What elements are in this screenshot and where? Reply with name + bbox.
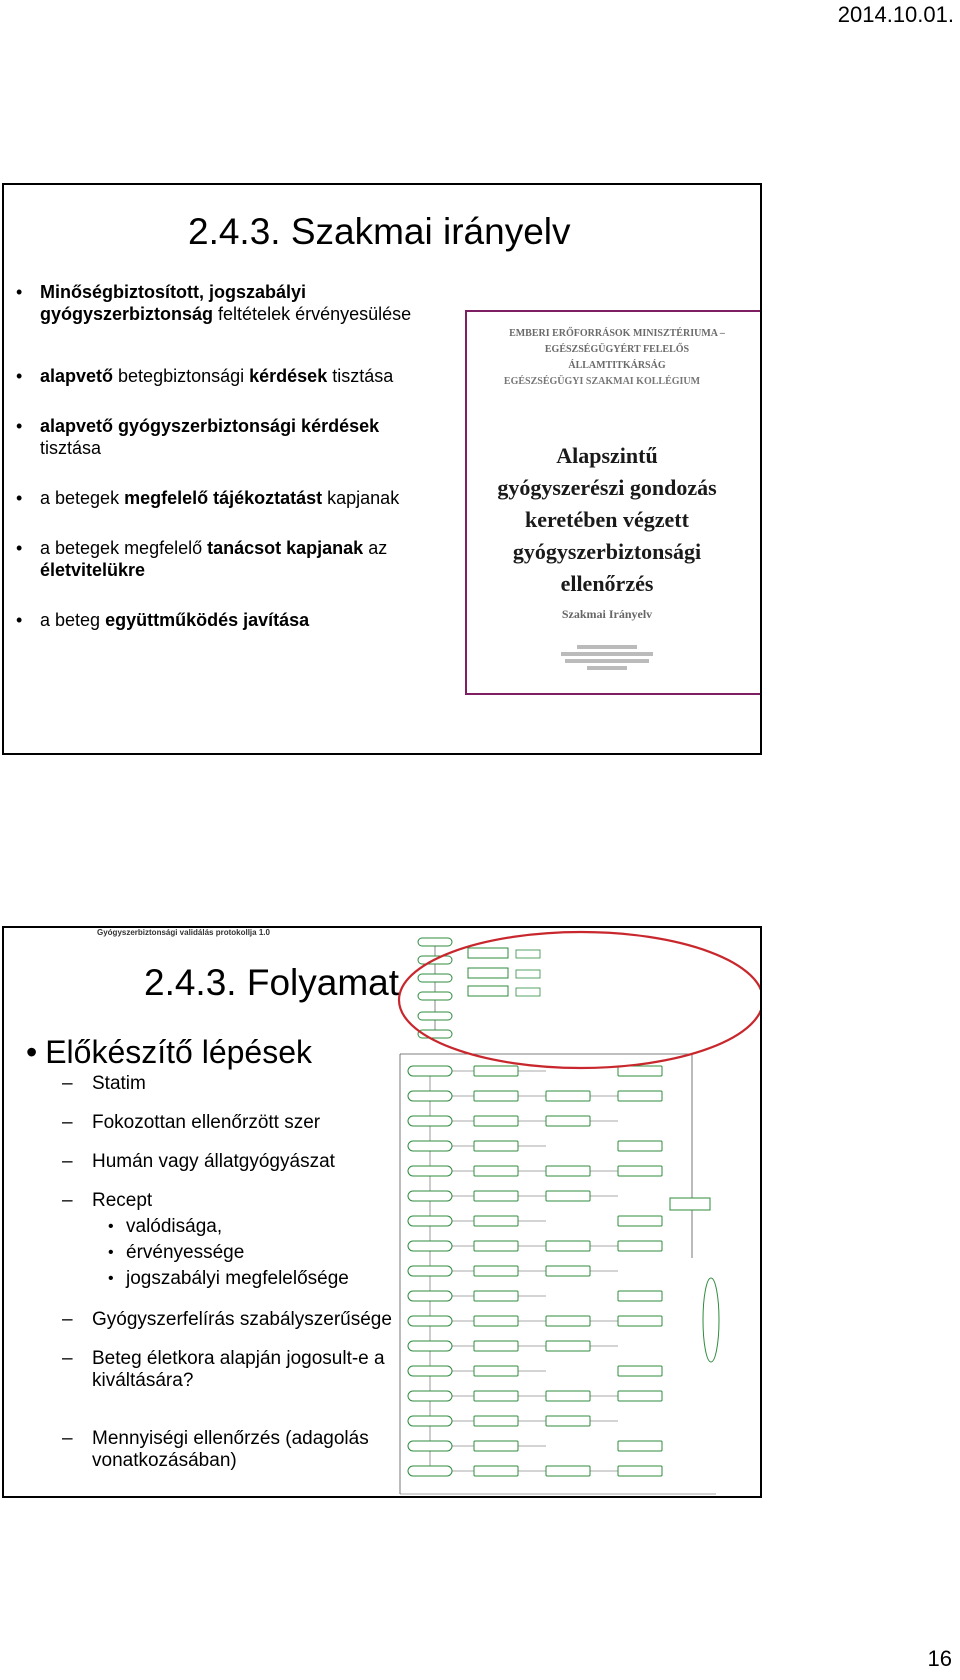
bullet-list xyxy=(14,281,444,659)
bullet-item xyxy=(14,281,444,325)
bullet-dot: • xyxy=(26,1034,38,1070)
slide-title: 2.4.3. Folyamat xyxy=(144,962,400,1003)
flow-node xyxy=(546,1466,590,1476)
dash-marker: – xyxy=(62,1348,73,1369)
flow-node xyxy=(618,1241,662,1251)
step-text: Mennyiségi ellenőrzés (adagolás vonatkozásában) xyxy=(92,1428,369,1471)
flow-node xyxy=(418,992,452,1000)
flow-node xyxy=(474,1291,518,1301)
page-date: 2014.10.01. xyxy=(837,2,954,27)
flow-node xyxy=(618,1166,662,1176)
dash-marker: – xyxy=(62,1151,73,1172)
flow-node xyxy=(703,1278,719,1362)
sub-item xyxy=(92,1266,422,1292)
bullet-text: kérdések xyxy=(249,366,328,386)
flow-node xyxy=(474,1366,518,1376)
flow-node xyxy=(618,1391,662,1401)
bullet-text: életvitelükre xyxy=(40,560,146,580)
flow-node xyxy=(546,1391,590,1401)
bullet-item xyxy=(14,609,444,631)
flow-node xyxy=(474,1391,518,1401)
cover-title-line: gyógyszerészi gondozás xyxy=(497,475,717,500)
sub-item xyxy=(92,1240,422,1266)
bullet-item xyxy=(14,487,444,509)
sub-item-text: valódisága, xyxy=(126,1216,223,1237)
flow-node xyxy=(474,1241,518,1251)
bullet-dot: • xyxy=(16,366,23,386)
flow-node xyxy=(618,1216,662,1226)
flow-node xyxy=(474,1341,518,1351)
flow-node xyxy=(546,1091,590,1101)
step-item xyxy=(62,1073,422,1095)
flow-node xyxy=(474,1466,518,1476)
cover-subtitle: Szakmai Irányelv xyxy=(561,607,653,621)
flow-node xyxy=(418,1012,452,1020)
bullet-item xyxy=(14,537,444,581)
flowchart-title: Gyógyszerbiztonsági validálás protokollja 1.0 xyxy=(97,928,270,937)
bullet-item xyxy=(14,365,444,387)
flow-node xyxy=(618,1141,662,1151)
flow-node xyxy=(546,1166,590,1176)
flow-node xyxy=(474,1316,518,1326)
main-bullet: • Előkészítő lépések xyxy=(26,1034,313,1070)
bullet-text: tisztása xyxy=(327,366,394,386)
dash-marker: – xyxy=(62,1309,73,1330)
slide-folyamat xyxy=(2,926,762,1498)
sub-bullet-dot: • xyxy=(108,1218,114,1235)
step-item xyxy=(62,1348,422,1392)
sub-item xyxy=(92,1214,422,1240)
step-item xyxy=(62,1112,422,1134)
step-text: Beteg életkora alapján jogosult-e a kiváltására? xyxy=(92,1348,385,1391)
sub-bullet-dot: • xyxy=(108,1244,114,1261)
cover-fine-print xyxy=(557,642,657,673)
cover-title-line: ellenőrzés xyxy=(560,571,654,596)
flow-node xyxy=(618,1441,662,1451)
cover-title xyxy=(467,440,747,600)
bullet-text: tisztása xyxy=(40,438,102,458)
slide-title: 2.4.3. Szakmai irányelv xyxy=(188,211,571,252)
flow-node xyxy=(618,1291,662,1301)
bullet-dot: • xyxy=(16,610,23,630)
flow-node xyxy=(474,1441,518,1451)
flow-node xyxy=(474,1266,518,1276)
flow-node xyxy=(546,1191,590,1201)
flowchart-image xyxy=(396,928,762,1498)
flow-node xyxy=(546,1316,590,1326)
flow-node xyxy=(474,1416,518,1426)
flow-node xyxy=(474,1116,518,1126)
sub-item-text: jogszabályi megfelelősége xyxy=(126,1268,349,1289)
step-list xyxy=(62,1073,422,1489)
bullet-text: a betegek xyxy=(40,488,125,508)
bullet-text: kapjanak xyxy=(322,488,400,508)
sub-item-text: érvényessége xyxy=(126,1242,245,1263)
cover-title-line: gyógyszerbiztonsági xyxy=(512,539,702,564)
bullet-text: az xyxy=(363,538,388,558)
guideline-cover-image xyxy=(465,310,762,695)
bullet-text: Minőségbiztosított, jogszabályi gyógyszerbiztonság xyxy=(40,282,307,324)
flow-node xyxy=(516,970,540,978)
step-item xyxy=(62,1428,422,1472)
bullet-dot: • xyxy=(16,538,23,558)
flow-node xyxy=(618,1366,662,1376)
cover-ministry: EMBERI ERŐFORRÁSOK MINISZTÉRIUMA – EGÉSZSÉGÜGYÉRT FELELŐS ÁLLAMTITKÁRSÁG xyxy=(509,328,725,371)
flow-node xyxy=(468,948,508,958)
highlight-ellipse xyxy=(399,932,762,1068)
step-text: Recept xyxy=(92,1190,153,1211)
flow-node xyxy=(468,968,508,978)
bullet-text: betegbiztonsági xyxy=(113,366,250,386)
step-item xyxy=(62,1190,422,1292)
flow-node xyxy=(418,974,452,982)
step-item xyxy=(62,1309,422,1331)
dash-marker: – xyxy=(62,1428,73,1449)
bullet-text: feltételek érvényesülése xyxy=(213,304,412,324)
bullet-dot: • xyxy=(16,282,23,302)
sub-bullet-dot: • xyxy=(108,1270,114,1287)
cover-title-line: keretében végzett xyxy=(525,507,689,532)
flow-node xyxy=(474,1191,518,1201)
bullet-text: alapvető gyógyszerbiztonsági kérdések xyxy=(40,416,380,436)
flow-node xyxy=(468,986,508,996)
flow-node xyxy=(546,1266,590,1276)
flow-node xyxy=(418,938,452,946)
flow-node xyxy=(474,1066,518,1076)
bullet-text: tanácsot kapjanak xyxy=(207,538,364,558)
cover-title-line: Alapszintű xyxy=(556,443,658,468)
flow-node xyxy=(474,1141,518,1151)
dash-marker: – xyxy=(62,1190,73,1211)
bullet-item xyxy=(14,415,444,459)
bullet-text: a beteg xyxy=(40,610,106,630)
bullet-text: alapvető xyxy=(40,366,114,386)
dash-marker: – xyxy=(62,1112,73,1133)
flow-node xyxy=(516,988,540,996)
flow-node xyxy=(618,1466,662,1476)
step-item xyxy=(62,1151,422,1173)
bullet-text: a betegek megfelelő xyxy=(40,538,208,558)
dash-marker: – xyxy=(62,1073,73,1094)
flow-node xyxy=(546,1416,590,1426)
flow-node xyxy=(474,1216,518,1226)
step-text: Fokozottan ellenőrzött szer xyxy=(92,1112,321,1133)
flow-node xyxy=(546,1116,590,1126)
bullet-dot: • xyxy=(16,416,23,436)
flow-node xyxy=(546,1341,590,1351)
bullet-dot: • xyxy=(16,488,23,508)
slide-szakmai-iranyelv xyxy=(2,183,762,755)
flow-node xyxy=(516,950,540,958)
flow-node xyxy=(618,1316,662,1326)
flow-node xyxy=(546,1241,590,1251)
step-text: Humán vagy állatgyógyászat xyxy=(92,1151,335,1172)
bullet-text: együttműködés javítása xyxy=(105,610,310,630)
flow-node xyxy=(618,1066,662,1076)
flow-node xyxy=(474,1166,518,1176)
flow-node xyxy=(670,1198,710,1210)
flow-node xyxy=(474,1091,518,1101)
page-number: 16 xyxy=(927,1646,952,1671)
cover-college: EGÉSZSÉGÜGYI SZAKMAI KOLLÉGIUM xyxy=(503,376,701,387)
step-text: Statim xyxy=(92,1073,146,1094)
flow-node xyxy=(618,1091,662,1101)
bullet-text: megfelelő tájékoztatást xyxy=(124,488,323,508)
step-text: Gyógyszerfelírás szabályszerűsége xyxy=(92,1309,392,1330)
